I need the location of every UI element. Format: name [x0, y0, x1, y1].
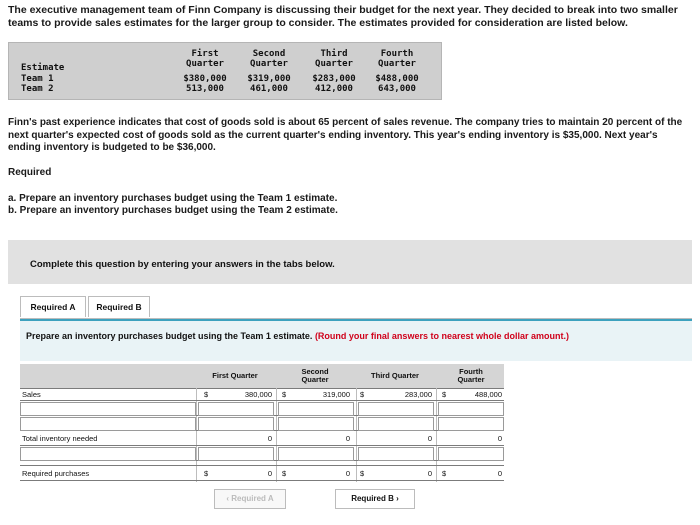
- instruction-text: [26, 331, 686, 342]
- required-purchases-q2: 0: [345, 469, 350, 478]
- chevron-right-icon: ›: [396, 494, 399, 503]
- purchases-budget-table: [20, 364, 504, 482]
- required-purchases-q3: 0: [427, 469, 432, 478]
- rounding-note: (Round your final answers to nearest whole dollar amount.): [314, 331, 569, 341]
- amount-input[interactable]: [198, 447, 274, 461]
- estimates-box: [8, 42, 442, 100]
- cogs-paragraph: Finn's past experience indicates that cost of goods sold is about 65 percent of sales revenue. The company tries to maintain 20 percent of the next quarter's expected cost of goods sold as the current quarter's ending inventory. This year's ending inventory is $35,000. Next year's ending inventory is budgeted to be $36,000.: [8, 117, 683, 153]
- amount-input[interactable]: [278, 417, 354, 431]
- instruction-main: Prepare an inventory purchases budget using the Team 1 estimate.: [26, 331, 313, 341]
- col-header-q1: First Quarter: [212, 371, 258, 380]
- required-purchases-q1: 0: [267, 469, 272, 478]
- total-needed-q3: 0: [427, 434, 432, 443]
- required-item-a: a. Prepare an inventory purchases budget using the Team 1 estimate.: [8, 193, 338, 204]
- sales-q4: 488,000: [474, 390, 502, 399]
- required-purchases-q4: 0: [497, 469, 502, 478]
- team2-q1: 513,000: [186, 84, 224, 94]
- row-label-input[interactable]: [20, 402, 196, 416]
- sales-q1: 380,000: [244, 390, 272, 399]
- amount-input[interactable]: [358, 402, 434, 416]
- amount-input[interactable]: [438, 402, 504, 416]
- amount-input[interactable]: [278, 402, 354, 416]
- currency-symbol: $: [282, 390, 287, 399]
- amount-input[interactable]: [438, 447, 504, 461]
- amount-input[interactable]: [358, 417, 434, 431]
- estimate-row-header: Estimate: [21, 63, 65, 73]
- total-needed-label: Total inventory needed: [22, 434, 98, 443]
- row-label-input[interactable]: [20, 447, 196, 461]
- sales-q3: 283,000: [404, 390, 432, 399]
- team1-q3: $283,000: [312, 74, 356, 84]
- team2-q4: 643,000: [378, 84, 416, 94]
- required-item-b: b. Prepare an inventory purchases budget using the Team 2 estimate.: [8, 205, 338, 216]
- amount-input[interactable]: [358, 447, 434, 461]
- team1-label: Team 1: [21, 74, 54, 84]
- sales-label: Sales: [22, 390, 41, 399]
- est-header-q1: First Quarter: [186, 49, 224, 69]
- team2-q2: 461,000: [250, 84, 288, 94]
- total-needed-q4: 0: [497, 434, 502, 443]
- instruction-box: [20, 319, 692, 361]
- currency-symbol: $: [442, 469, 447, 478]
- total-needed-q1: 0: [267, 434, 272, 443]
- col-header-q2: Second Quarter: [301, 367, 329, 384]
- col-header-q4: Fourth Quarter: [457, 367, 485, 384]
- required-heading: Required: [8, 167, 52, 178]
- currency-symbol: $: [204, 469, 209, 478]
- next-required-b-button[interactable]: [335, 489, 415, 509]
- required-purchases-label: Required purchases: [22, 469, 90, 478]
- amount-input[interactable]: [198, 417, 274, 431]
- chevron-left-icon: ‹: [226, 494, 230, 503]
- currency-symbol: $: [360, 469, 365, 478]
- prev-required-a-button[interactable]: [214, 489, 286, 509]
- currency-symbol: $: [360, 390, 365, 399]
- amount-input[interactable]: [278, 447, 354, 461]
- team2-label: Team 2: [21, 84, 54, 94]
- est-header-q2: Second Quarter: [250, 49, 288, 69]
- row-label-input[interactable]: [20, 417, 196, 431]
- prev-button-label: Required A: [231, 494, 274, 503]
- est-header-q4: Fourth Quarter: [378, 49, 416, 69]
- intro-text: The executive management team of Finn Company is discussing their budget for the next year. They decided to break into two smaller teams to provide sales estimates for the larger group to consider. The estimates provided for consideration are listed below.: [8, 4, 678, 29]
- team2-q3: 412,000: [315, 84, 353, 94]
- amount-input[interactable]: [198, 402, 274, 416]
- amount-input[interactable]: [438, 417, 504, 431]
- panel-text: Complete this question by entering your answers in the tabs below.: [30, 259, 335, 270]
- col-header-q3: Third Quarter: [371, 371, 419, 380]
- tab-required-a[interactable]: Required A: [20, 296, 86, 317]
- currency-symbol: $: [282, 469, 287, 478]
- sales-q2: 319,000: [322, 390, 350, 399]
- team1-q2: $319,000: [247, 74, 291, 84]
- currency-symbol: $: [442, 390, 447, 399]
- next-button-label: Required B: [351, 494, 394, 503]
- currency-symbol: $: [204, 390, 209, 399]
- team1-q1: $380,000: [183, 74, 227, 84]
- total-needed-q2: 0: [345, 434, 350, 443]
- instructions-panel: [8, 240, 692, 284]
- tab-required-b[interactable]: Required B: [88, 296, 150, 317]
- est-header-q3: Third Quarter: [315, 49, 353, 69]
- team1-q4: $488,000: [375, 74, 419, 84]
